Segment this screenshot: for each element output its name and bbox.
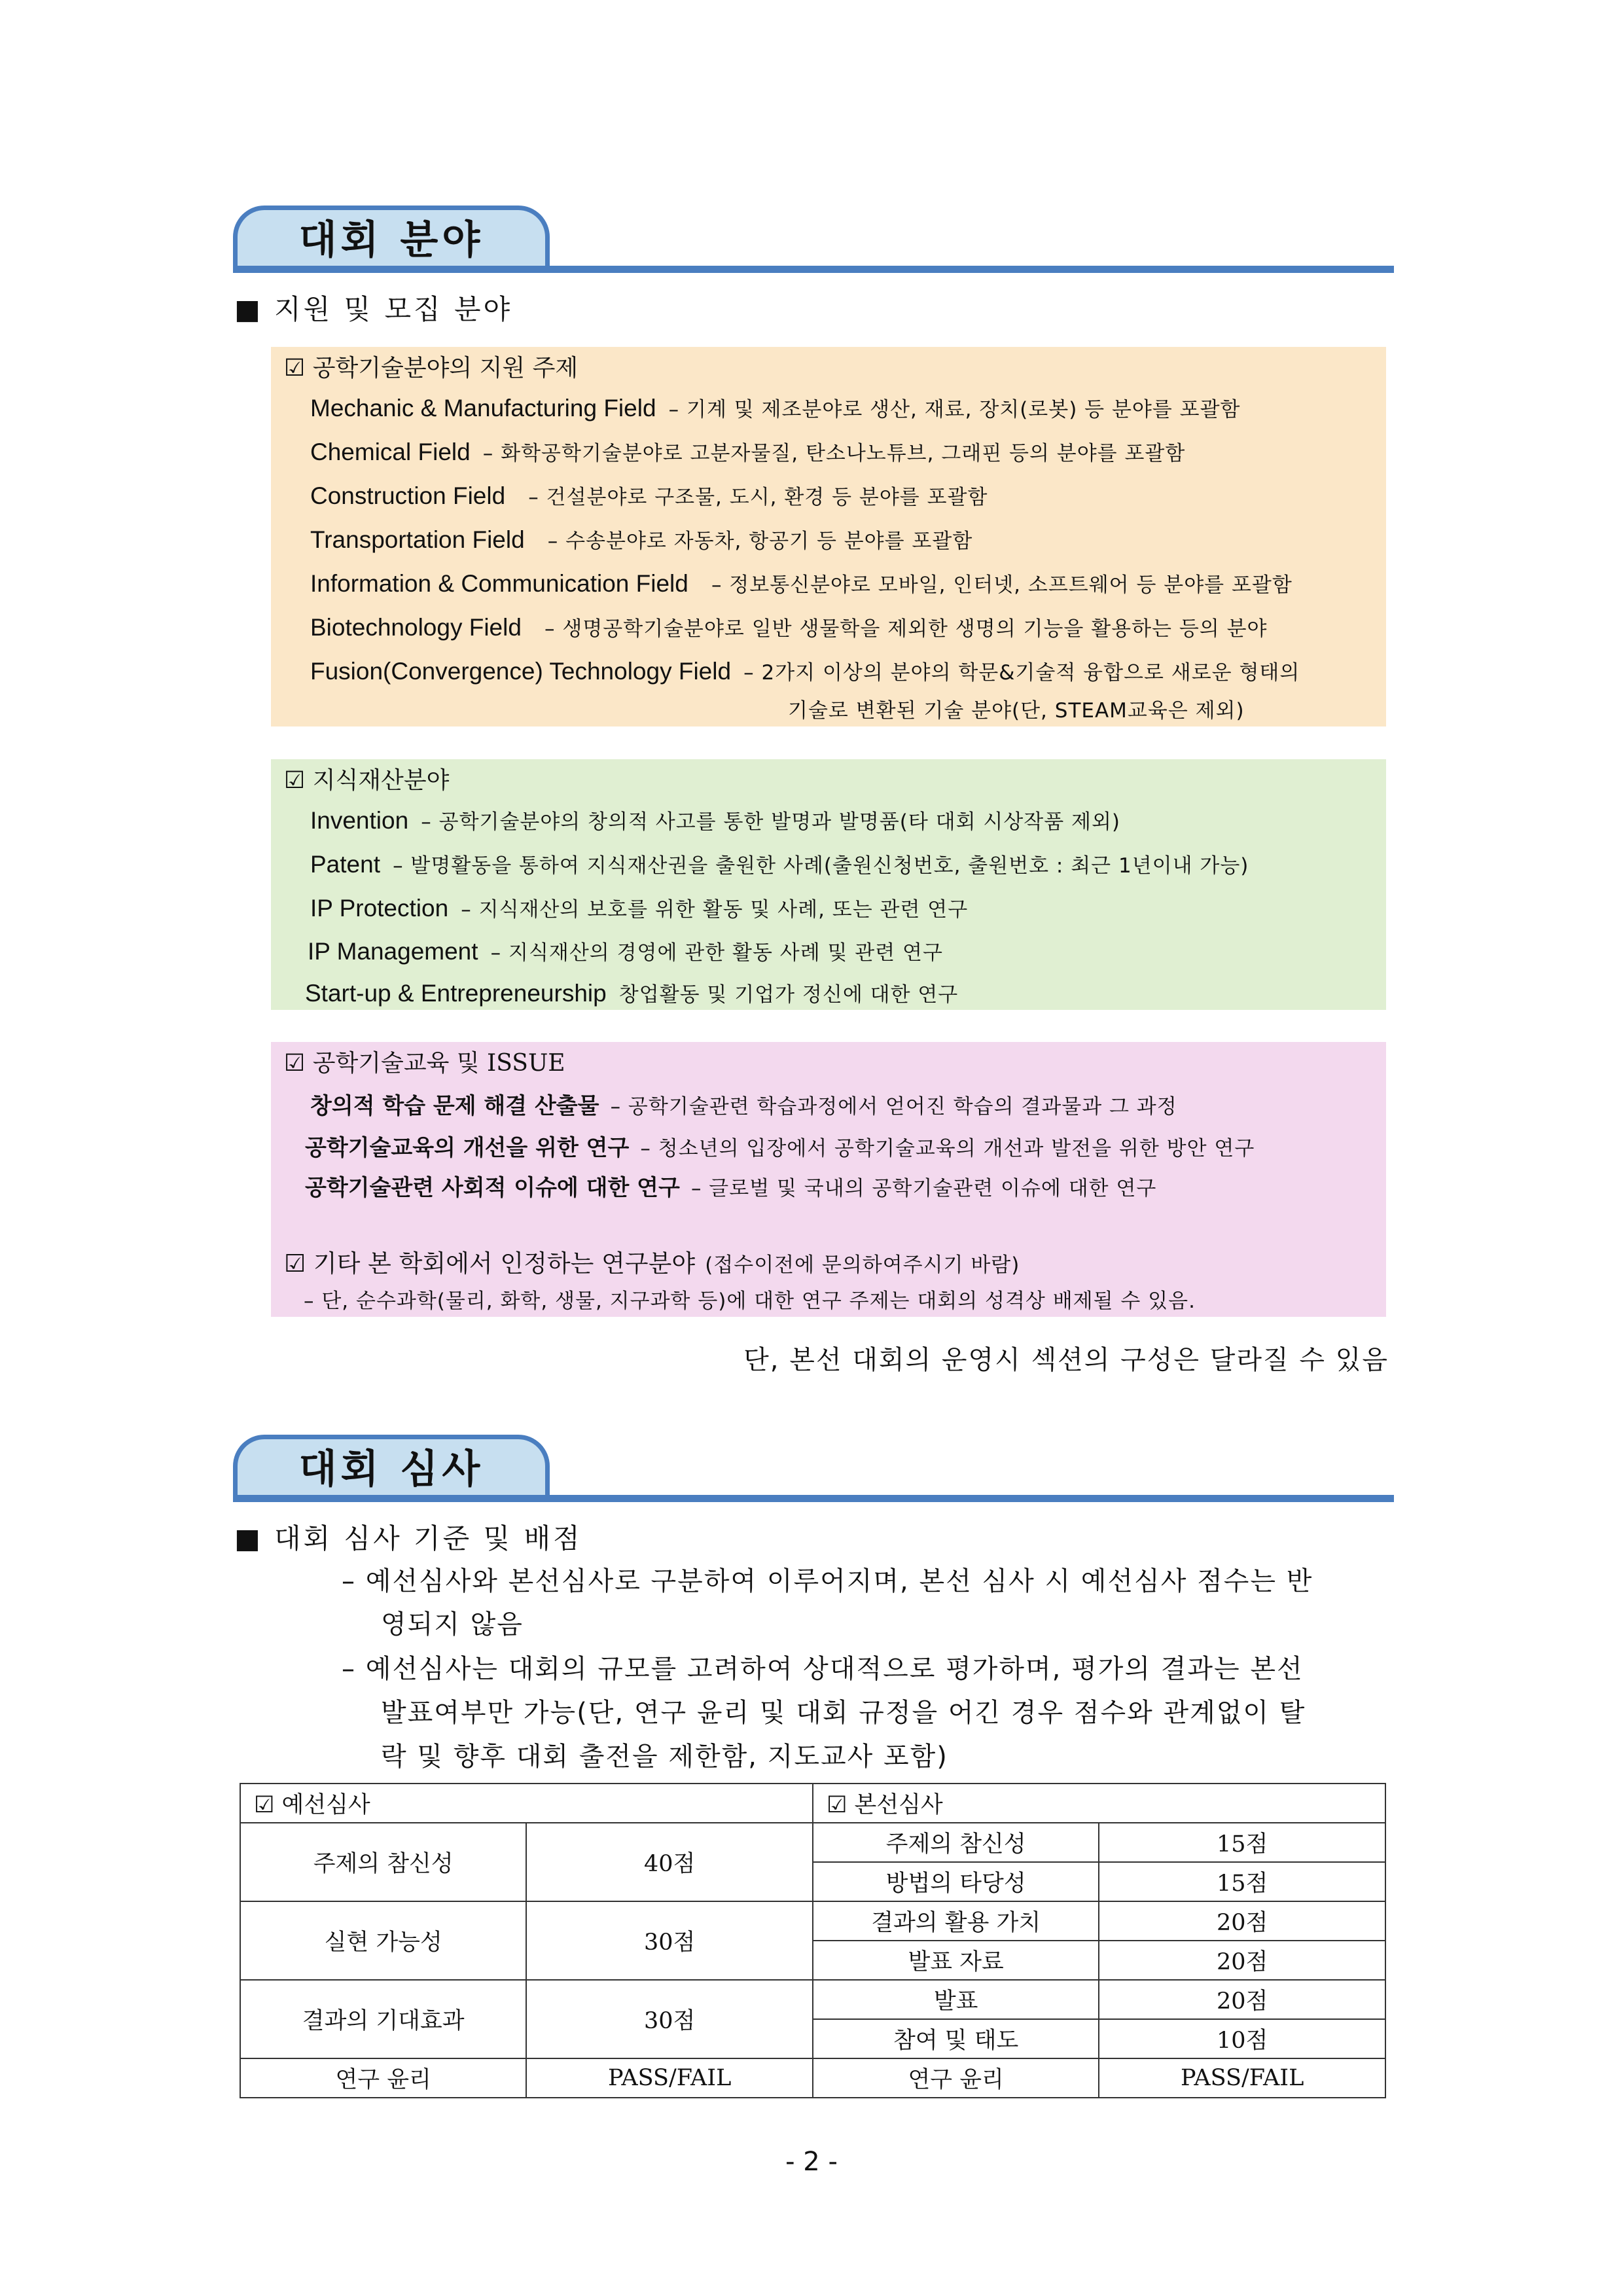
prelim-header: ☑ 예선심사	[240, 1784, 813, 1823]
list-item: IP Protection – 지식재산의 보호를 위한 활동 및 사례, 또는 관련 연구	[310, 895, 969, 922]
table-cell: 주제의 참신성	[813, 1823, 1099, 1862]
group-heading: ☑ 공학기술교육 및 ISSUE	[284, 1050, 565, 1077]
judging-score-table	[240, 1783, 1386, 2098]
table-cell: 연구 윤리	[813, 2058, 1099, 2098]
section-title: 대회 심사	[298, 1446, 484, 1492]
table-cell: 주제의 참신성	[240, 1823, 526, 1901]
table-row	[240, 1901, 1385, 1941]
list-item: Start-up & Entrepreneurship 창업활동 및 기업가 정신에 대한 연구	[305, 980, 959, 1007]
table-cell: 15점	[1099, 1823, 1385, 1862]
table-cell: 연구 윤리	[240, 2058, 526, 2098]
section-footnote: 단, 본선 대회의 운영시 섹션의 구성은 달라질 수 있음	[743, 1345, 1389, 1375]
table-cell: 발표 자료	[813, 1941, 1099, 1980]
table-cell: PASS/FAIL	[1099, 2058, 1385, 2098]
list-item: Information & Communication Field – 정보통신분야로 모바일, 인터넷, 소프트웨어 등 분야를 포괄함	[310, 570, 1293, 597]
list-item: Transportation Field – 수송분야로 자동차, 항공기 등 분야를 포괄함	[310, 526, 973, 553]
table-cell: 30점	[526, 1980, 813, 2058]
list-item: IP Management – 지식재산의 경영에 관한 활동 사례 및 관련 연구	[308, 938, 943, 965]
table-cell: 15점	[1099, 1862, 1385, 1901]
table-cell: 30점	[526, 1901, 813, 1980]
list-item: Construction Field – 건설분야로 구조물, 도시, 환경 등 분야를 포괄함	[310, 482, 988, 509]
list-item: Invention – 공학기술분야의 창의적 사고를 통한 발명과 발명품(타 대회 시상작품 제외)	[310, 807, 1121, 834]
list-item: Mechanic & Manufacturing Field – 기계 및 제조분야로 생산, 재료, 장치(로봇) 등 분야를 포괄함	[310, 395, 1241, 422]
list-item: Patent – 발명활동을 통하여 지식재산권을 출원한 사례(출원신청번호, 출원번호 : 최근 1년이내 가능)	[310, 851, 1249, 878]
list-item: Chemical Field – 화학공학기술분야로 고분자물질, 탄소나노튜브, 그래핀 등의 분야를 포괄함	[310, 439, 1186, 465]
group-heading: ☑ 공학기술분야의 지원 주제	[284, 355, 579, 382]
page-number: - 2 -	[785, 2147, 838, 2177]
other-field-heading: ☑ 기타 본 학회에서 인정하는 연구분야 (접수이전에 문의하여주시기 바람)	[284, 1249, 1020, 1278]
section-tab-judging	[233, 1435, 550, 1498]
bullet-line: 영되지 않음	[381, 1609, 524, 1640]
table-row	[240, 1823, 1385, 1862]
list-item: 공학기술관련 사회적 이슈에 대한 연구 – 글로벌 및 국내의 공학기술관련 이슈에 대한 연구	[305, 1175, 1157, 1201]
section-rule	[233, 266, 1394, 273]
bullet-line: – 예선심사는 대회의 규모를 고려하여 상대적으로 평가하며, 평가의 결과는 본선	[342, 1654, 1304, 1684]
table-row	[240, 1784, 1385, 1823]
list-item: Fusion(Convergence) Technology Field – 2가지 이상의 분야의 학문&기술적 융합으로 새로운 형태의	[310, 658, 1300, 685]
list-item-continuation: 기술로 변환된 기술 분야(단, STEAM교육은 제외)	[788, 699, 1245, 723]
list-item: 공학기술교육의 개선을 위한 연구 – 청소년의 입장에서 공학기술교육의 개선과 발전을 위한 방안 연구	[305, 1135, 1255, 1161]
section-title: 대회 분야	[298, 217, 484, 263]
table-cell: 결과의 기대효과	[240, 1980, 526, 2058]
bullet-line: – 예선심사와 본선심사로 구분하여 이루어지며, 본선 심사 시 예선심사 점수는 반	[342, 1566, 1313, 1596]
ip-fields-box	[271, 759, 1386, 1010]
table-cell: 20점	[1099, 1980, 1385, 2019]
table-cell: 20점	[1099, 1941, 1385, 1980]
section-subtitle: ■ 대회 심사 기준 및 배점	[234, 1522, 582, 1554]
table-cell: 40점	[526, 1823, 813, 1901]
table-cell: 발표	[813, 1980, 1099, 2019]
other-field-desc: – 단, 순수과학(물리, 화학, 생물, 지구과학 등)에 대한 연구 주제는 대회의 성격상 배제될 수 있음.	[304, 1289, 1196, 1313]
table-cell: 10점	[1099, 2019, 1385, 2058]
group-heading: ☑ 지식재산분야	[284, 767, 450, 794]
table-cell: PASS/FAIL	[526, 2058, 813, 2098]
table-row	[240, 1980, 1385, 2019]
final-header: ☑ 본선심사	[813, 1784, 1385, 1823]
bullet-line: 발표여부만 가능(단, 연구 윤리 및 대회 규정을 어긴 경우 점수와 관계없이 탈	[381, 1698, 1306, 1728]
list-item: Biotechnology Field – 생명공학기술분야로 일반 생물학을 제외한 생명의 기능을 활용하는 등의 분야	[310, 614, 1268, 641]
table-row	[240, 2058, 1385, 2098]
table-cell: 결과의 활용 가치	[813, 1901, 1099, 1941]
section-tab-fields	[233, 206, 550, 268]
table-cell: 참여 및 태도	[813, 2019, 1099, 2058]
table-cell: 방법의 타당성	[813, 1862, 1099, 1901]
section-rule	[233, 1495, 1394, 1502]
section-subtitle: ■ 지원 및 모집 분야	[234, 293, 513, 325]
engineering-fields-box	[271, 347, 1386, 726]
table-cell: 실현 가능성	[240, 1901, 526, 1980]
table-cell: 20점	[1099, 1901, 1385, 1941]
bullet-line: 락 및 향후 대회 출전을 제한함, 지도교사 포함)	[381, 1742, 948, 1772]
list-item: 창의적 학습 문제 해결 산출물 – 공학기술관련 학습과정에서 얻어진 학습의 결과물과 그 과정	[310, 1093, 1177, 1119]
education-issue-box	[271, 1042, 1386, 1317]
